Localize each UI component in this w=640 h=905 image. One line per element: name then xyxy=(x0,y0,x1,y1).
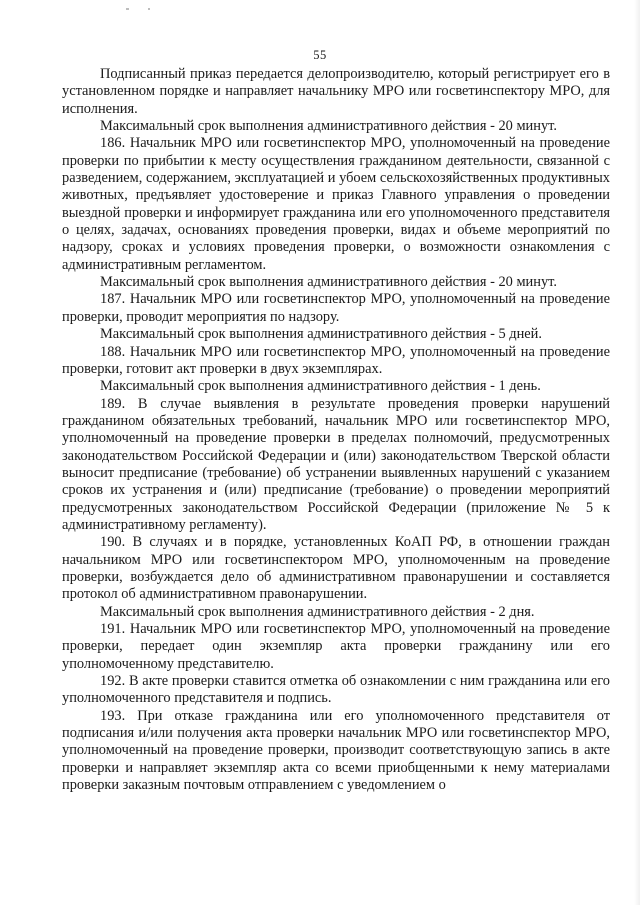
paragraph-signed-order: Подписанный приказ передается делопроизводителю, который регистрирует его в установленном порядке и направляет начальнику МРО или госветинспектору МРО, для исполнения. xyxy=(62,66,610,117)
paragraph-192: 192. В акте проверки ставится отметка об ознакомлении с ним гражданина или его уполномоченного представителя и подпись. xyxy=(62,673,610,707)
paragraph-191: 191. Начальник МРО или госветинспектор МРО, уполномоченный на проведение проверки, передает один экземпляр акта проверки гражданину или его уполномоченному представителю. xyxy=(62,621,610,672)
scan-edge-shadow xyxy=(634,0,640,905)
paragraph-189: 189. В случае выявления в результате проведения проверки нарушений гражданином обязательных требований, начальник МРО или госветинспектор МРО, уполномоченный на проведение проверки в пределах полномочий, предусмотренных законодательством Российской Федерации и (или) законодательством Тверской области выносит предписание (требование) об устранении выявленных нарушений с указанием сроков их устранения и (или) предписание (требование) о проведении мероприятий предусмотренных законодательством Российской Федерации (приложение № 5 к административному регламенту). xyxy=(62,395,610,533)
paragraph-max-time-20-min: Максимальный срок выполнения административного действия - 20 минут. xyxy=(100,118,557,135)
scan-speck xyxy=(126,8,129,10)
paragraph-max-time-20-min-2: Максимальный срок выполнения административного действия - 20 минут. xyxy=(100,274,557,291)
paragraph-188: 188. Начальник МРО или госветинспектор МРО, уполномоченный на проведение проверки, готовит акт проверки в двух экземплярах. xyxy=(62,343,610,377)
paragraph-190: 190. В случаях и в порядке, установленных КоАП РФ, в отношении граждан начальником МРО или госветинспектором МРО, уполномоченным на проведение проверки, возбуждается дело об административном правонарушении и составляется протокол об административном правонарушении. xyxy=(62,534,610,603)
paragraph-max-time-2-days: Максимальный срок выполнения административного действия - 2 дня. xyxy=(100,603,535,620)
paragraph-max-time-1-day: Максимальный срок выполнения административного действия - 1 день. xyxy=(100,378,541,395)
scan-speck xyxy=(148,8,150,10)
paragraph-max-time-5-days: Максимальный срок выполнения административного действия - 5 дней. xyxy=(100,326,542,343)
paragraph-186: 186. Начальник МРО или госветинспектор МРО, уполномоченный на проведение проверки по прибытии к месту осуществления гражданином деятельности, связанной с разведением, содержанием, эксплуатацией и убоем сельскохозяйственных продуктивных животных, предъявляет удостоверение и приказ Главного управления о проведении выездной проверки и информирует гражданина или его уполномоченного представителя о целях, задачах, основаниях проведения проверки, видах и объеме мероприятий по надзору, сроках и условиях проведения проверки, о возможности ознакомления с административным регламентом. xyxy=(62,135,610,273)
paragraph-187: 187. Начальник МРО или госветинспектор МРО, уполномоченный на проведение проверки, проводит мероприятия по надзору. xyxy=(62,291,610,325)
page-number: 55 xyxy=(313,48,327,62)
document-body xyxy=(62,66,610,794)
paragraph-193: 193. При отказе гражданина или его уполномоченного представителя от подписания и/или получения акта проверки начальник МРО или госветинспектор МРО, уполномоченный на проведение проверки, производит соответствующую запись в акте проверки и направляет экземпляр акта со всеми приобщенными к нему материалами проверки заказным почтовым отправлением с уведомлением о xyxy=(62,707,610,794)
